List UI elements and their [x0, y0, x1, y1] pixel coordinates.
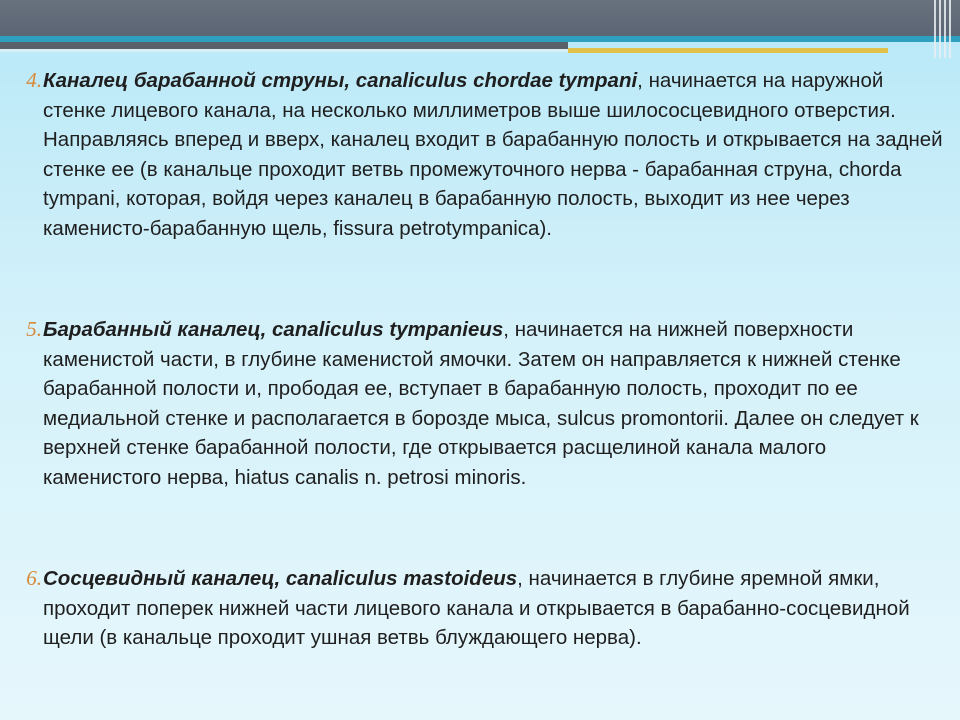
title-bar [0, 0, 960, 36]
item-title: Каналец барабанной струны, canaliculus chordae tympani [43, 69, 638, 92]
header-stripe-yellow [568, 48, 888, 53]
item-title: Барабанный каналец, canaliculus tympanieus [43, 318, 504, 341]
decorative-vertical-lines [934, 0, 952, 60]
header-stripe-dark [0, 42, 568, 49]
item-number: 4. [26, 68, 42, 92]
item-text [43, 315, 943, 492]
item-body: , начинается в глубине яремной ямки, проходит поперек нижней части лицевого канала и открывается в барабанно-сосцевидной щели (в канальце проходит ушная ветвь блуждающего нерва). [43, 567, 910, 649]
item-number: 6. [26, 566, 42, 590]
item-text [43, 66, 943, 243]
item-number: 5. [26, 317, 42, 341]
item-body: , начинается на нижней поверхности каменистой части, в глубине каменистой ямочки. Затем он направляется к нижней стенке барабанной полости и, прободая ее, вступает в барабанную полость, проходит по ее медиальной стенке и располагается в борозде мыса, sulcus promontorii. Далее он следует к верхней стенке барабанной полости, где открывается расщелиной канала малого каменистого нерва, hiatus canalis n. petrosi minoris. [43, 318, 919, 489]
item-text [43, 564, 943, 653]
item-body: , начинается на наружной стенке лицевого канала, на несколько миллиметров выше шилососцевидного отверстия. Направляясь вперед и вверх, каналец входит в барабанную полость и открывается на задней стенке ее (в канальце проходит ветвь промежуточного нерва - барабанная струна, chorda tympani, которая, войдя через каналец в барабанную полость, выходит из нее через каменисто-барабанную щель, fissura petrotympanica). [43, 69, 943, 240]
header-stripe-light [0, 49, 568, 52]
item-title: Сосцевидный каналец, canaliculus mastoideus [43, 567, 518, 590]
slide-content [12, 66, 942, 716]
